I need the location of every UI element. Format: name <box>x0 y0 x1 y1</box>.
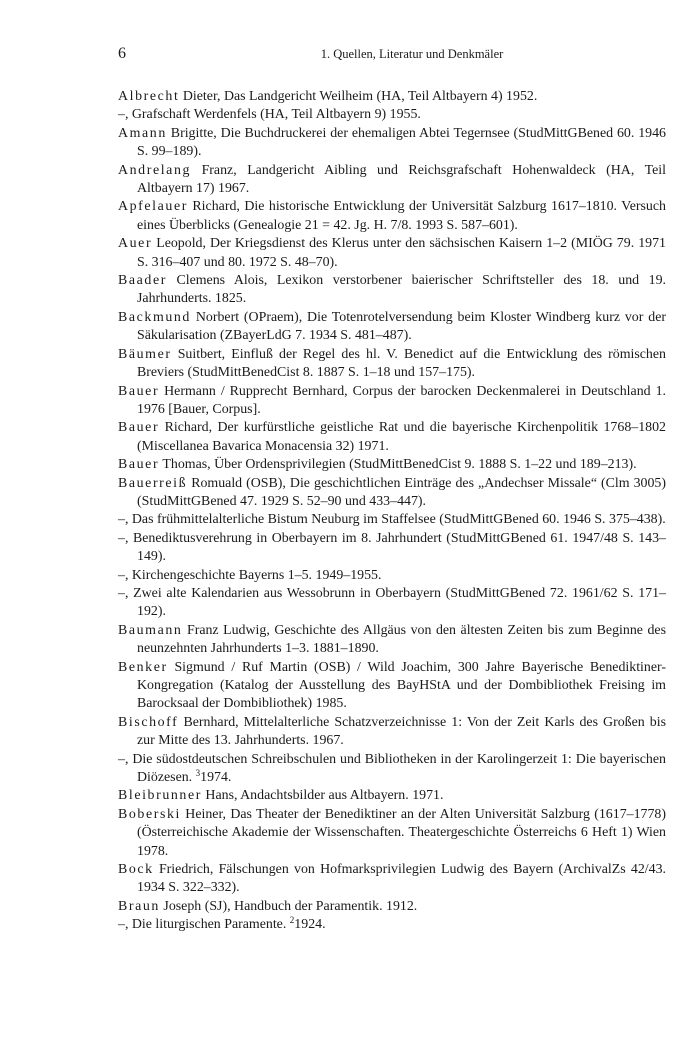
bibliography-entry <box>118 567 666 585</box>
bibliography-entry <box>118 125 666 162</box>
entry-text: –, Das frühmittelalterliche Bistum Neuburg im Staffelsee (StudMittGBened 60. 1946 S. 375–438). <box>118 512 666 528</box>
bibliography-entry <box>118 475 666 512</box>
entry-text: Suitbert, Einfluß der Regel des hl. V. Benedict auf die Entwicklung des römischen Breviers (StudMittBenedCist 8. 1887 S. 1–18 und 157–175). <box>137 346 666 381</box>
bibliography-entry <box>118 787 666 805</box>
entry-author: Boberski <box>118 806 181 822</box>
entry-author: Backmund <box>118 309 191 325</box>
bibliography-entry <box>118 106 666 124</box>
bibliography-entry <box>118 585 666 622</box>
entry-text: Hans, Andachtsbilder aus Altbayern. 1971. <box>201 788 444 804</box>
entry-author: Baumann <box>118 622 183 638</box>
entry-text: Clemens Alois, Lexikon verstorbener baierischer Schriftsteller des 18. und 19. Jahrhunderts. 1825. <box>137 273 666 307</box>
entry-author: Bischoff <box>118 714 179 730</box>
page-number: 6 <box>118 45 126 62</box>
bibliography-entry <box>118 419 666 456</box>
entry-author: Baader <box>118 273 167 289</box>
page-header <box>118 45 666 65</box>
entry-text: Romuald (OSB), Die geschichtlichen Einträge des „Andechser Missale“ (Clm 3005) (StudMittGBened 47. 1929 S. 52–90 und 433–447). <box>137 475 666 509</box>
entry-author: Albrecht <box>118 89 180 104</box>
entry-text: Brigitte, Die Buchdruckerei der ehemaligen Abtei Tegernsee (StudMittGBened 60. 1946 S. 99–189). <box>137 125 666 160</box>
entry-text: –, Die südostdeutschen Schreibschulen und Bibliotheken in der Karolingerzeit 1: Die bayerischen Diözesen. <box>118 751 666 786</box>
bibliography-list <box>118 88 666 935</box>
entry-text-after: 1974. <box>200 770 232 786</box>
entry-author: Bauer <box>118 457 160 473</box>
entry-text: Thomas, Über Ordensprivilegien (StudMittBenedCist 9. 1888 S. 1–22 und 189–213). <box>159 457 637 473</box>
entry-text: Richard, Der kurfürstliche geistliche Rat und die bayerische Kirchenpolitik 1768–1802 (Miscellanea Bavarica Monacensia 32) 1971. <box>137 420 666 454</box>
bibliography-entry <box>118 456 666 474</box>
entry-text: Joseph (SJ), Handbuch der Paramentik. 1912. <box>159 898 418 914</box>
bibliography-entry <box>118 751 666 788</box>
entry-author: Bäumer <box>118 346 172 362</box>
entry-text: Hermann / Rupprecht Bernhard, Corpus der barocken Deckenmalerei in Deutschland 1. 1976 [Bauer, Corpus]. <box>137 383 666 417</box>
bibliography-entry <box>118 530 666 567</box>
running-head: 1. Quellen, Literatur und Denkmäler <box>320 47 504 61</box>
entry-author: Benker <box>118 659 168 675</box>
bibliography-entry <box>118 622 666 659</box>
bibliography-entry <box>118 162 666 199</box>
entry-author: Bauer <box>118 383 160 399</box>
bibliography-entry <box>118 861 666 898</box>
entry-text: –, Die liturgischen Paramente. <box>118 917 290 933</box>
bibliography-entry <box>118 346 666 383</box>
entry-author: Bleibrunner <box>118 788 202 804</box>
entry-author: Bauer <box>118 420 160 436</box>
entry-author: Bauerreiß <box>118 475 188 491</box>
entry-text: –, Kirchengeschichte Bayerns 1–5. 1949–1955. <box>118 567 382 583</box>
entry-text: Franz Ludwig, Geschichte des Allgäus von den ältesten Zeiten bis zum Beginne des neunzehnten Jahrhunderts 1–3. 1881–1890. <box>137 622 666 657</box>
entry-text: Dieter, Das Landgericht Weilheim (HA, Teil Altbayern 4) 1952. <box>179 89 538 104</box>
entry-text-after: 1924. <box>294 917 326 933</box>
entry-author: Braun <box>118 898 160 914</box>
entry-text: Franz, Landgericht Aibling und Reichsgrafschaft Hohenwaldeck (HA, Teil Altbayern 17) 1967. <box>137 162 666 197</box>
entry-text: Norbert (OPraem), Die Totenrotelversendung beim Kloster Windberg kurz vor der Säkularisation (ZBayerLdG 7. 1934 S. 481–487). <box>137 309 666 344</box>
bibliography-entry <box>118 88 666 106</box>
entry-text: –, Zwei alte Kalendarien aus Wessobrunn in Oberbayern (StudMittGBened 72. 1961/62 S. 171–192). <box>118 585 666 620</box>
bibliography-entry <box>118 383 666 420</box>
entry-author: Bock <box>118 862 154 878</box>
entry-text: Leopold, Der Kriegsdienst des Klerus unter den sächsischen Kaisern 1–2 (MIÖG 79. 1971 S. 316–407 und 80. 1972 S. 48–70). <box>137 236 666 270</box>
bibliography-entry <box>118 806 666 861</box>
entry-text: Heiner, Das Theater der Benediktiner an der Alten Universität Salzburg (1617–1778) (Österreichische Akademie der Wissenschaften. Theatergeschichte Österreichs 6 Heft 1) Wien 1978. <box>137 806 666 859</box>
bibliography-entry <box>118 309 666 346</box>
bibliography-entry <box>118 235 666 272</box>
bibliography-entry <box>118 714 666 751</box>
bibliography-entry <box>118 511 666 529</box>
entry-author: Auer <box>118 236 153 252</box>
entry-author: Apfelauer <box>118 199 188 215</box>
entry-text: –, Benediktusverehrung in Oberbayern im 8. Jahrhundert (StudMittGBened 61. 1947/48 S. 143–149). <box>118 530 666 565</box>
entry-text: Bernhard, Mittelalterliche Schatzverzeichnisse 1: Von der Zeit Karls des Großen bis zur Mitte des 13. Jahrhunderts. 1967. <box>137 714 666 749</box>
entry-author: Andrelang <box>118 162 192 178</box>
entry-text: –, Grafschaft Werdenfels (HA, Teil Altbayern 9) 1955. <box>118 107 421 123</box>
entry-text: Sigmund / Ruf Martin (OSB) / Wild Joachim, 300 Jahre Bayerische Benediktiner-Kongregation (Katalog der Ausstellung des BayHStA und der Dombibliothek Freising im Barocksaal der Dombibliothek) 1985. <box>137 659 666 712</box>
bibliography-entry <box>118 198 666 235</box>
entry-text: Richard, Die historische Entwicklung der Universität Salzburg 1617–1810. Versuch eines Überblicks (Genealogie 21 = 42. Jg. H. 7/8. 1993 S. 587–601). <box>137 199 666 233</box>
bibliography-entry <box>118 272 666 309</box>
edition-superscript: 3 <box>195 768 201 779</box>
bibliography-entry <box>118 659 666 714</box>
bibliography-entry <box>118 898 666 916</box>
bibliography-entry <box>118 916 666 934</box>
entry-author: Amann <box>118 125 167 141</box>
entry-text: Friedrich, Fälschungen von Hofmarksprivilegien Ludwig des Bayern (ArchivalZs 42/43. 1934 S. 322–332). <box>137 862 666 896</box>
edition-superscript: 2 <box>289 915 295 926</box>
